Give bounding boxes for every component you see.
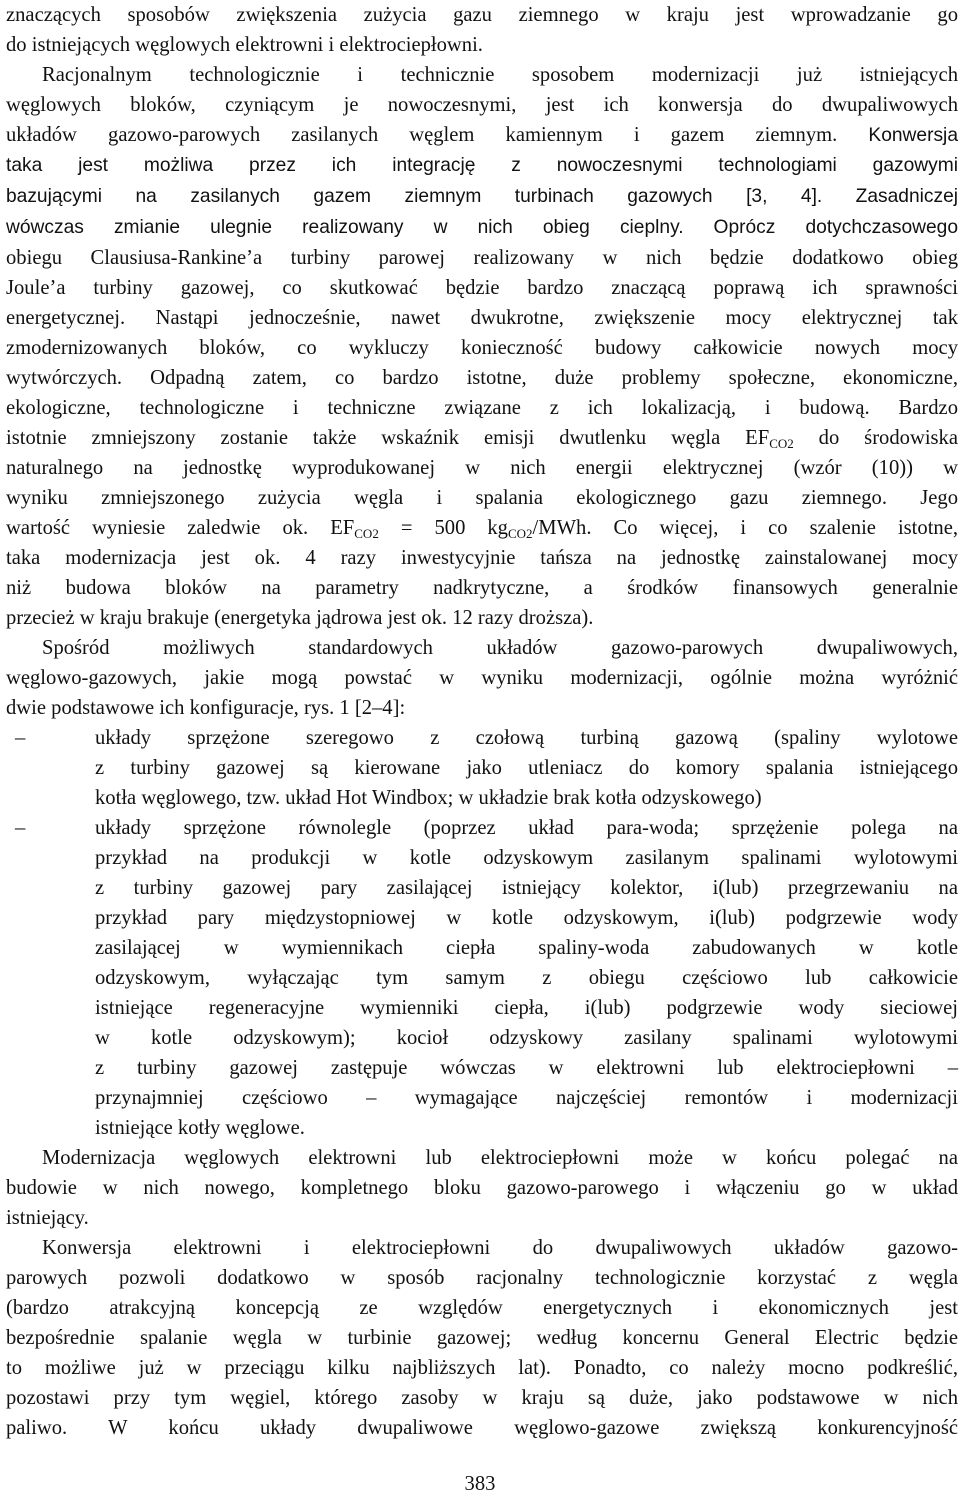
text-line: taka modernizacja jest ok. 4 razy inwestycyjnie tańsza na jednostkę zainstalowanej mocy bbox=[6, 547, 958, 569]
text-line: zasilającej w wymiennikach ciepła spaliny-woda zabudowanych w kotle bbox=[95, 937, 958, 959]
text-line: przecież w kraju brakuje (energetyka jądrowa jest ok. 12 razy droższa). bbox=[6, 607, 594, 629]
text-line: węglowo-gazowych, jakie mogą powstać w wyniku modernizacji, ogólnie można wyróżnić bbox=[6, 667, 958, 689]
text-line: paliwo. W końcu układy dwupaliwowe węglowo-gazowe zwiększą konkurencyjność bbox=[6, 1417, 958, 1439]
text-line: istniejące kotły węglowe. bbox=[95, 1117, 305, 1139]
document-page bbox=[6, 0, 958, 1443]
text-line: węglowych bloków, czyniącym je nowoczesnymi, jest ich konwersja do dwupaliwowych bbox=[6, 94, 958, 116]
text-line: taka jest możliwa przez ich integrację z nowoczesnymi technologiami gazowymi bbox=[6, 155, 958, 176]
text-line: przynajmniej częściowo – wymagające najczęściej remontów i modernizacji bbox=[95, 1087, 958, 1109]
paragraph-configurations bbox=[6, 633, 958, 723]
text-line: pozostawi przy tym węgiel, którego zasoby w kraju są duże, jako podstawowe w nich bbox=[6, 1387, 958, 1409]
text-line: układy sprzężone szeregowo z czołową turbiną gazową (spaliny wylotowe bbox=[95, 727, 958, 749]
text-line: niż budowa bloków na parametry nadkrytyczne, a środków finansowych generalnie bbox=[6, 577, 958, 599]
paragraph-new-block bbox=[6, 1143, 958, 1233]
text-line: wytwórczych. Odpadną zatem, co bardzo istotne, duże problemy społeczne, ekonomiczne, bbox=[6, 367, 958, 389]
text-line: Konwersja elektrowni i elektrociepłowni do dwupaliwowych układów gazowo- bbox=[42, 1237, 958, 1259]
text-line: znaczących sposobów zwiększenia zużycia gazu ziemnego w kraju jest wprowadzanie go bbox=[6, 4, 958, 26]
text-segment: istotnie zmniejszony zostanie także wskaźnik emisji dwutlenku węgla EF bbox=[6, 427, 770, 449]
text-segment: Oprócz dotychczasowego bbox=[713, 217, 958, 238]
text-line bbox=[6, 181, 958, 212]
text-line: Modernizacja węglowych elektrowni lub elektrociepłowni może w końcu polegać na bbox=[42, 1147, 958, 1169]
text-line: istniejące regeneracyjne wymienniki ciepła, i(lub) podgrzewie wody sieciowej bbox=[95, 997, 958, 1019]
text-line: przykład pary międzystopniowej w kotle odzyskowym, i(lub) podgrzewie wody bbox=[95, 907, 958, 929]
text-segment: wówczas zmianie ulegnie realizowany w nich obieg cieplny. bbox=[6, 217, 684, 238]
text-line: istniejący. bbox=[6, 1207, 89, 1229]
text-line: (bardzo atrakcyjną koncepcją ze względów energetycznych i ekonomicznych jest bbox=[6, 1297, 958, 1319]
page-number: 383 bbox=[464, 1473, 496, 1495]
text-segment: Zasadniczej bbox=[855, 186, 959, 207]
text-line: z turbiny gazowej są kierowane jako utleniacz do komory spalania istniejącego bbox=[95, 757, 958, 779]
text-segment: bazującymi na zasilanych gazem ziemnym turbinach gazowych [3, 4]. bbox=[6, 186, 823, 207]
text-line: zmodernizowanych bloków, co wykluczy konieczność budowy całkowicie nowych mocy bbox=[6, 337, 958, 359]
text-line bbox=[6, 120, 958, 151]
subscript: CO2 bbox=[507, 526, 533, 541]
text-line: parowych pozwoli dodatkowo w sposób racjonalny technologicznie korzystać z węgla bbox=[6, 1267, 958, 1289]
text-line: Joule’a turbiny gazowej, co skutkować będzie bardzo znaczącą poprawą ich sprawności bbox=[6, 277, 958, 299]
text-line: bezpośrednie spalanie węgla w turbinie gazowej; według koncernu General Electric będzie bbox=[6, 1327, 958, 1349]
text-line: energetycznej. Nastąpi jednocześnie, nawet dwukrotne, zwiększenie mocy elektrycznej tak bbox=[6, 307, 958, 329]
paragraph-conversion bbox=[6, 60, 958, 633]
text-line: Racjonalnym technologicznie i technicznie sposobem modernizacji już istniejących bbox=[42, 64, 958, 86]
text-line: przykład na produkcji w kotle odzyskowym zasilanym spalinami wylotowymi bbox=[95, 847, 958, 869]
paragraph-coal-usage bbox=[6, 1233, 958, 1443]
text-line: wyniku zmniejszonego zużycia węgla i spalania ekologicznego gazu ziemnego. Jego bbox=[6, 487, 958, 509]
list-item bbox=[6, 813, 958, 1143]
text-line: obiegu Clausiusa-Rankine’a turbiny parowej realizowany w nich będzie dodatkowo obieg bbox=[6, 247, 958, 269]
text-line: naturalnego na jednostkę wyprodukowanej w nich energii elektrycznej (wzór (10)) w bbox=[6, 457, 958, 479]
dash-bullet: – bbox=[15, 817, 26, 839]
dash-bullet: – bbox=[15, 727, 26, 749]
text-segment: = 500 kg bbox=[378, 517, 508, 539]
text-line: dwie podstawowe ich konfiguracje, rys. 1 [2–4]: bbox=[6, 697, 406, 719]
text-line: w kotle odzyskowym); kocioł odzyskowy zasilany spalinami wylotowymi bbox=[95, 1027, 958, 1049]
text-line: budowie w nich nowego, kompletnego bloku gazowo-parowego i włączeniu go w układ bbox=[6, 1177, 958, 1199]
text-line: z turbiny gazowej pary zasilającej istniejący kolektor, i(lub) przegrzewaniu na bbox=[95, 877, 958, 899]
text-segment: układów gazowo-parowych zasilanych węglem kamiennym i gazem ziemnym. bbox=[6, 124, 838, 146]
text-line bbox=[6, 212, 958, 243]
text-line: odzyskowym, wyłączając tym samym z obiegu częściowo lub całkowicie bbox=[95, 967, 958, 989]
paragraph-continuation bbox=[6, 0, 958, 60]
list-item bbox=[6, 723, 958, 813]
text-segment: /MWh. Co więcej, i co szalenie istotne, bbox=[532, 517, 959, 539]
subscript: CO2 bbox=[354, 526, 379, 541]
text-line: Spośród możliwych standardowych układów gazowo-parowych dwupaliwowych, bbox=[42, 637, 958, 659]
text-segment: wartość wyniesie zaledwie ok. EF bbox=[6, 517, 355, 539]
text-line: z turbiny gazowej zastępuje wówczas w elektrowni lub elektrociepłowni – bbox=[95, 1057, 958, 1079]
text-line: układy sprzężone równolegle (poprzez układ para-woda; sprzężenie polega na bbox=[95, 817, 958, 839]
text-line: to możliwe już w przeciągu kilku najbliższych lat). Ponadto, co należy mocno podkreślić, bbox=[6, 1357, 958, 1379]
text-line: ekologiczne, technologiczne i techniczne związane z ich lokalizacją, i budową. Bardzo bbox=[6, 397, 958, 419]
text-line bbox=[6, 513, 958, 543]
subscript: CO2 bbox=[769, 436, 794, 451]
text-line bbox=[6, 423, 958, 453]
text-segment: Konwersja bbox=[868, 125, 958, 146]
text-line: kotła węglowego, tzw. układ Hot Windbox; w układzie brak kotła odzyskowego) bbox=[95, 787, 762, 809]
text-segment: do środowiska bbox=[793, 427, 958, 449]
text-line: do istniejących węglowych elektrowni i elektrociepłowni. bbox=[6, 34, 483, 56]
